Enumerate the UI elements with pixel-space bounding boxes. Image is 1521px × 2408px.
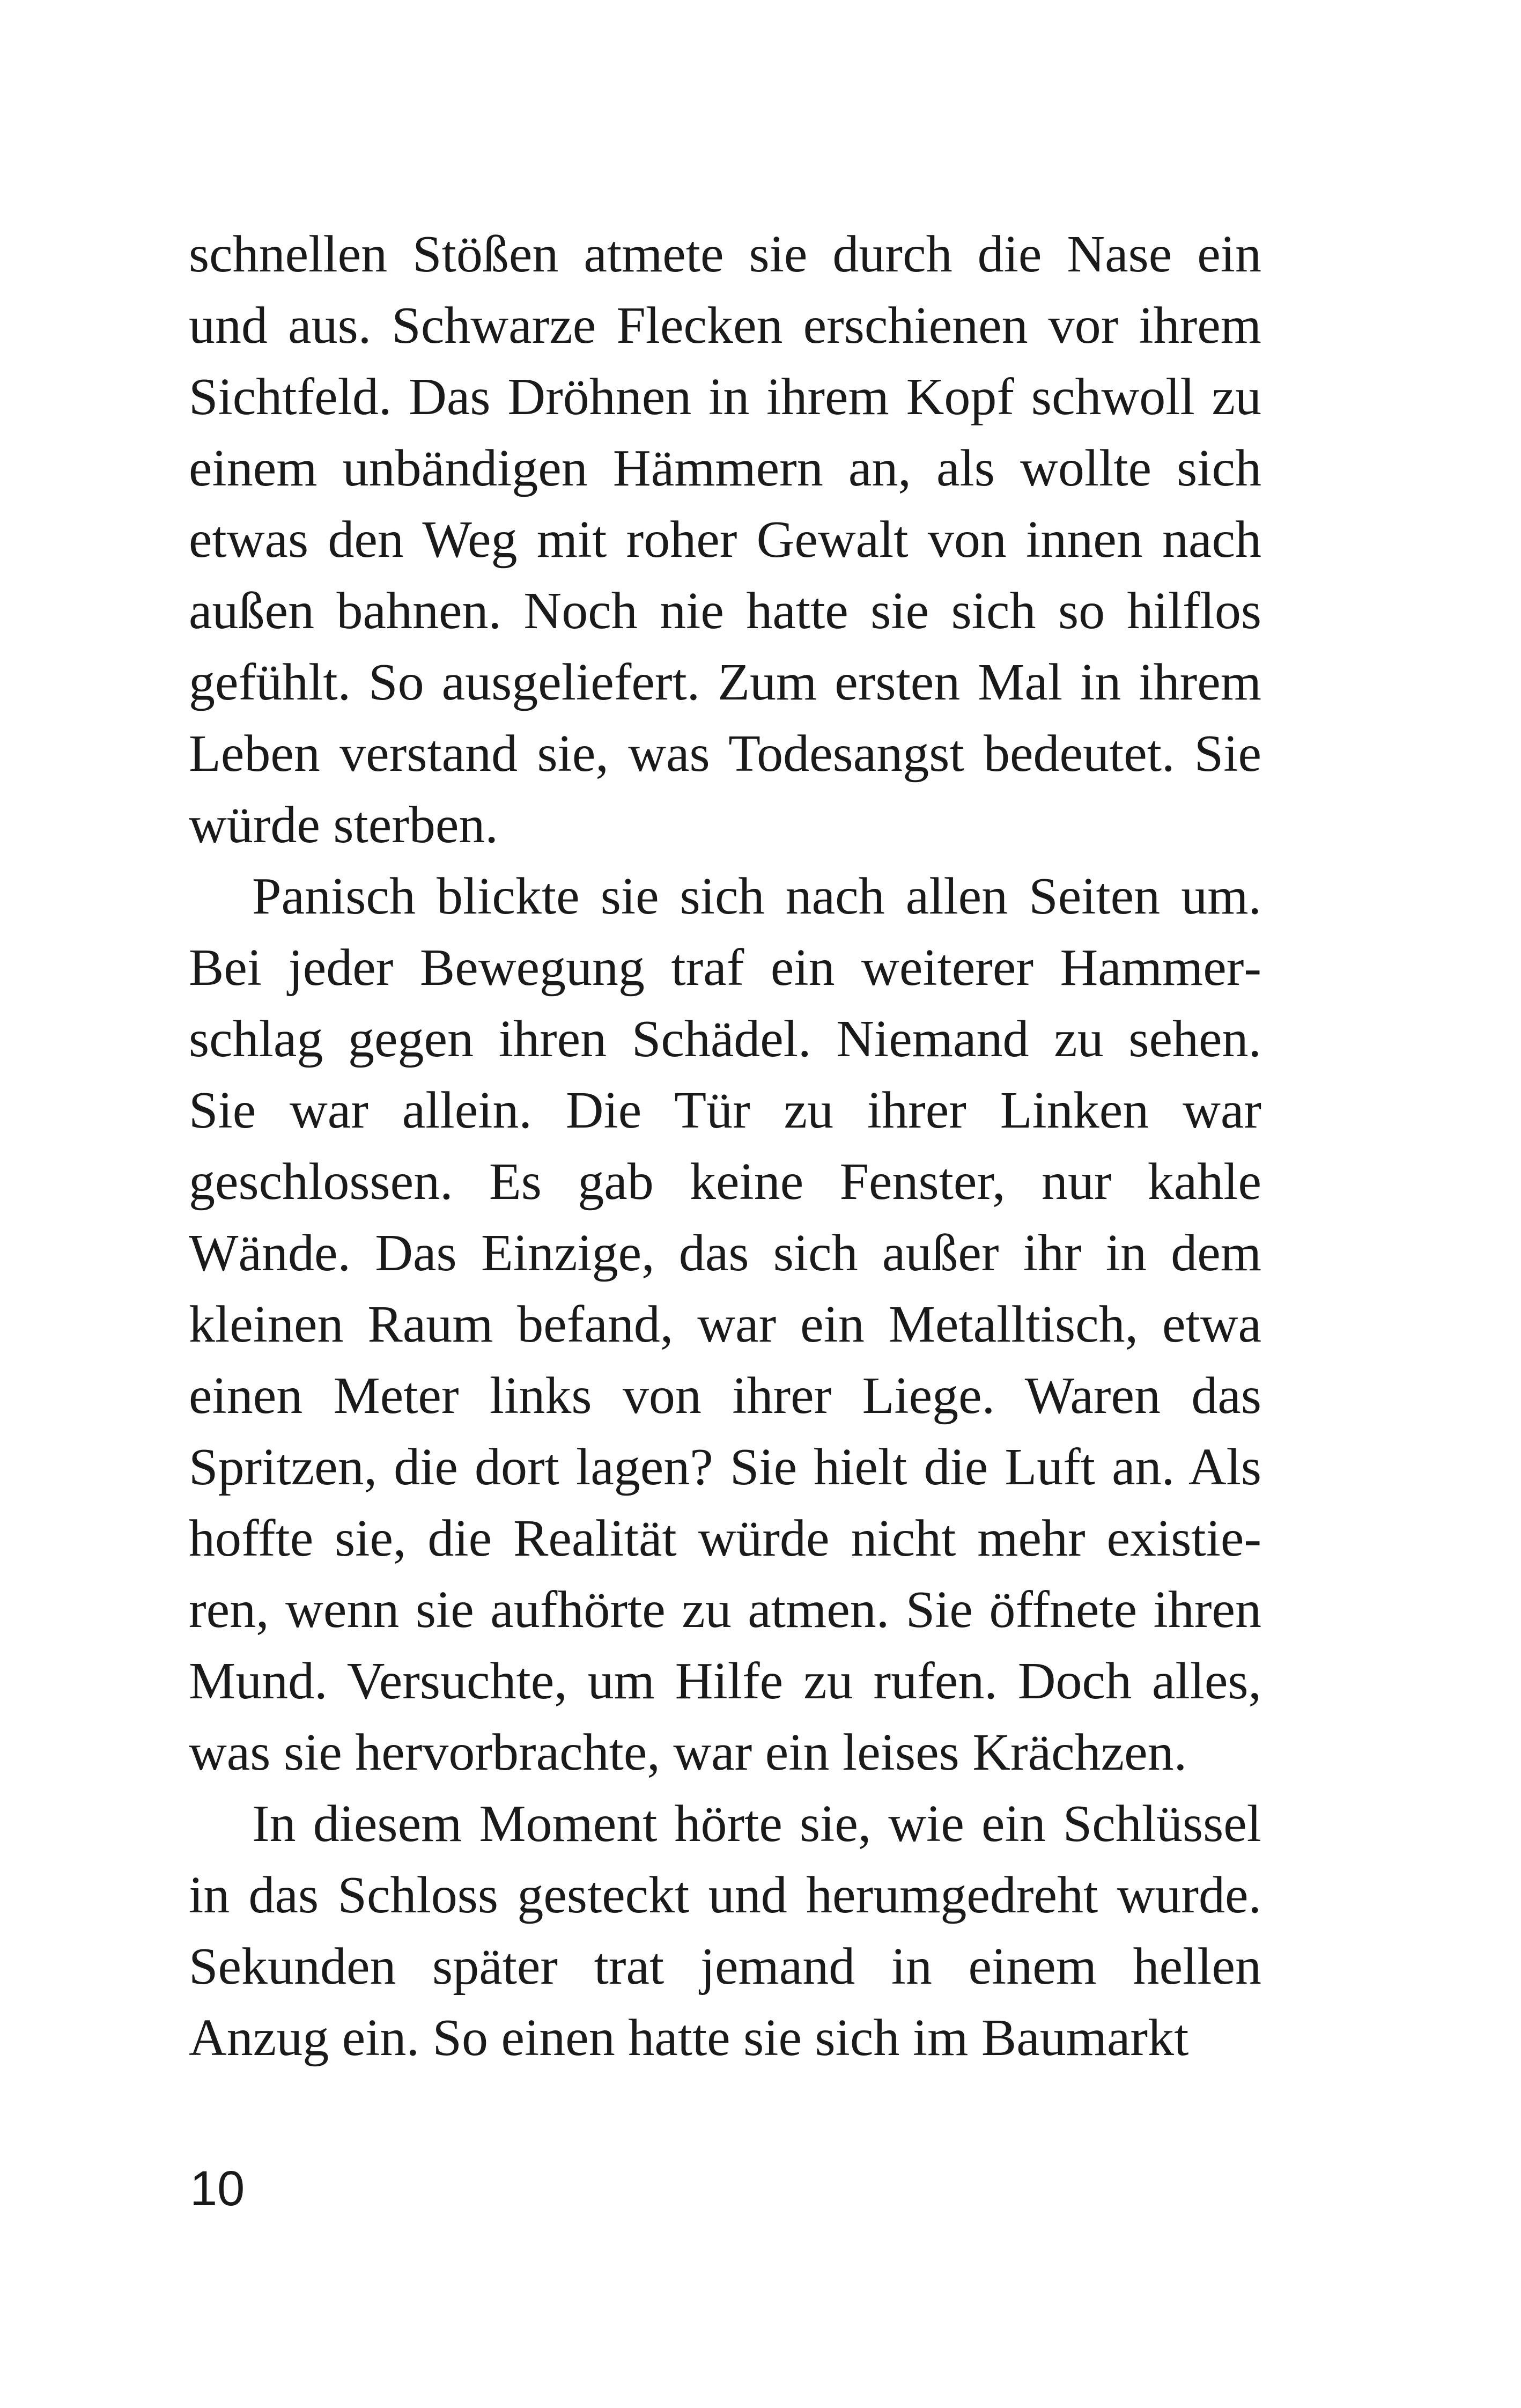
paragraph: Panisch blickte sie sich nach allen Seiten um. Bei jeder Bewegung traf ein weiterer Hammerschlag gegen ihren Schädel. Niemand zu sehen. Sie war allein. Die Tür zu ihrer Linken war geschlossen. Es gab keine Fenster, nur kahle Wände. Das Einzige, das sich außer ihr in dem kleinen Raum befand, war ein Metalltisch, etwa einen Meter links von ihrer Liege. Waren das Spritzen, die dort lagen? Sie hielt die Luft an. Als hoffte sie, die Realität würde nicht mehr existieren, wenn sie aufhörte zu atmen. Sie öffnete ihren Mund. Versuchte, um Hilfe zu rufen. Doch alles, was sie hervorbrachte, war ein leises Krächzen.: [189, 867, 1261, 1781]
page-number: 10: [190, 2161, 245, 2216]
paragraph: In diesem Moment hörte sie, wie ein Schlüssel in das Schloss gesteckt und herumgedreht wurde. Sekunden später trat jemand in einem hellen Anzug ein. So einen hatte sie sich im Baumarkt: [189, 1795, 1261, 2067]
paragraph: schnellen Stößen atmete sie durch die Nase ein und aus. Schwarze Flecken erschienen vor ihrem Sichtfeld. Das Dröhnen in ihrem Kopf schwoll zu einem unbändigen Hämmern an, als wollte sich etwas den Weg mit roher Gewalt von innen nach außen bahnen. Noch nie hatte sie sich so hilflos gefühlt. So ausgeliefert. Zum ersten Mal in ihrem Leben verstand sie, was Todesangst bedeutet. Sie würde sterben.: [189, 225, 1261, 854]
page-body-text: [189, 219, 1261, 2074]
